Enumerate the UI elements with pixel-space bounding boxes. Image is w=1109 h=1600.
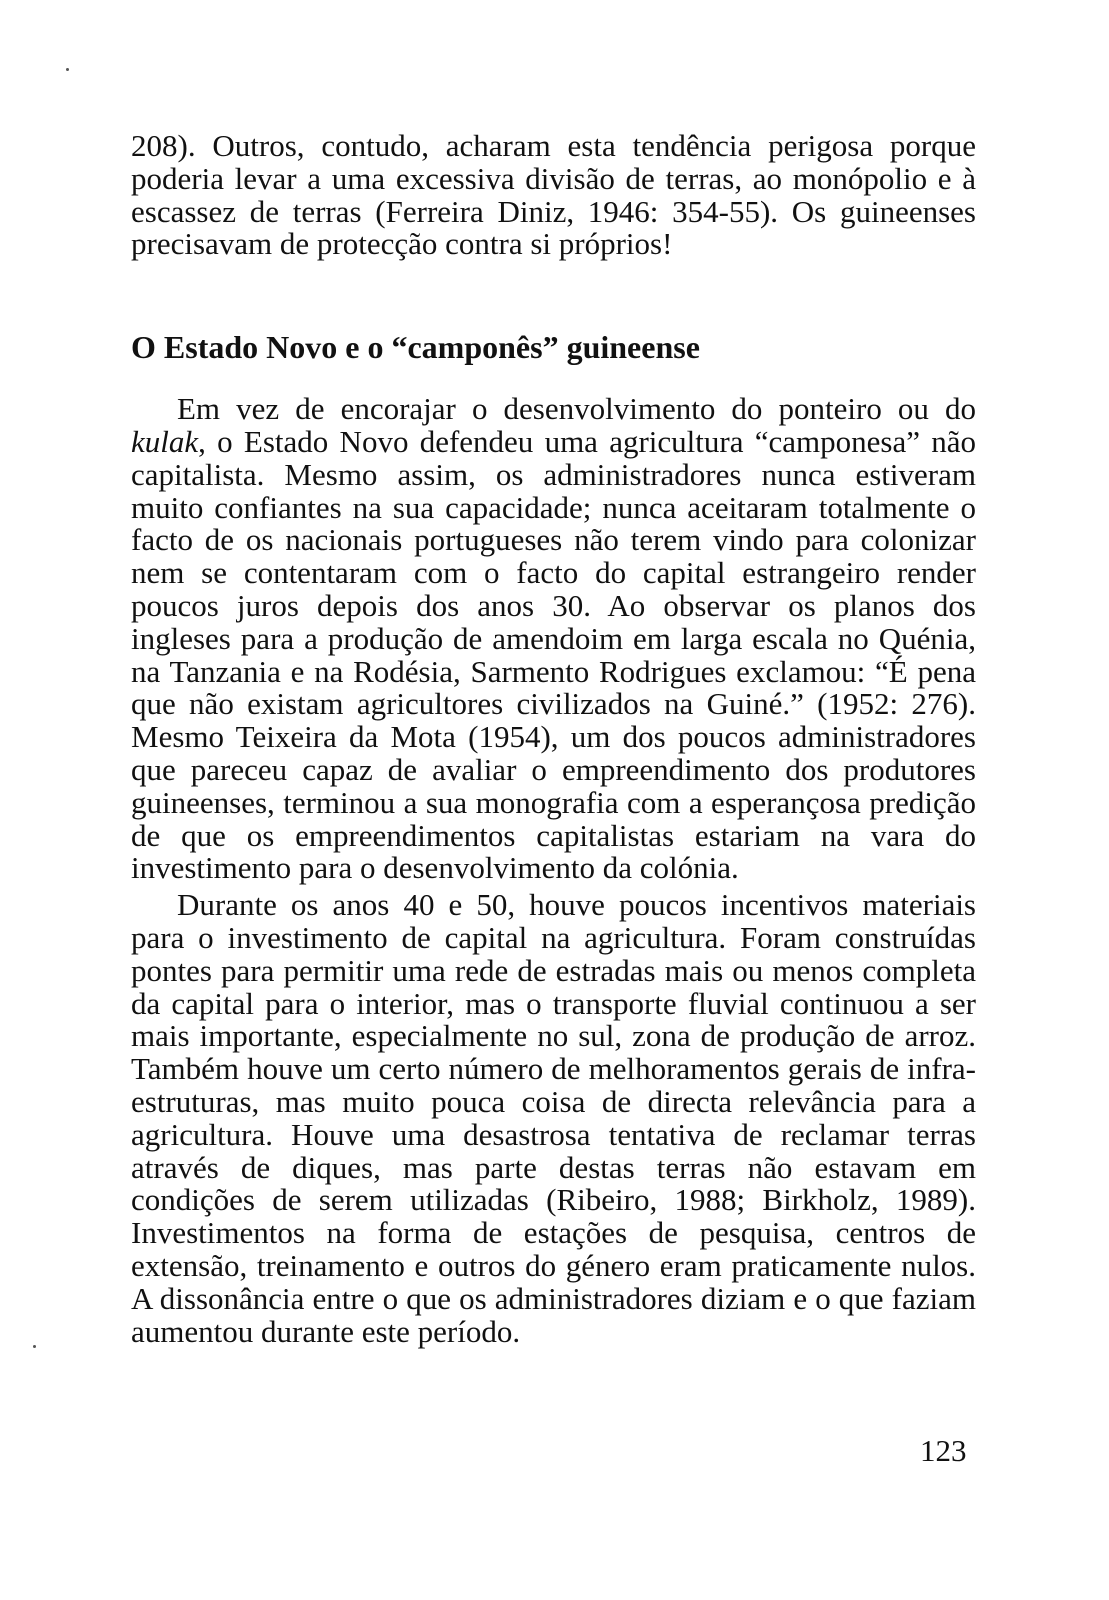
page-body: [131, 130, 976, 1348]
section-paragraph-2: Durante os anos 40 e 50, houve poucos incentivos materiais para o investimento de capital na agricultura. Foram construídas pontes para permitir uma rede de estradas mais ou menos completa da capital para o interior, mas o transporte fluvial continuou a ser mais importante, especialmente no sul, zona de produção de arroz. Também houve um certo número de melhoramentos gerais de infra-estruturas, mas muito pouca coisa de directa relevância para a agricultura. Houve uma desastrosa tentativa de reclamar terras através de diques, mas parte destas terras não estavam em condições de serem utilizadas (Ribeiro, 1988; Birkholz, 1989). Investimentos na forma de estações de pesquisa, centros de extensão, treinamento e outros do género eram praticamente nulos. A dissonância entre o que os administradores diziam e o que faziam aumentou durante este período.: [131, 887, 976, 1349]
page-number: 123: [920, 1433, 967, 1468]
scan-speck-top: [66, 68, 69, 71]
scan-speck-left: [33, 1345, 36, 1348]
paragraph-1-italic-term: kulak: [131, 423, 199, 459]
paragraph-1-rest: , o Estado Novo defendeu uma agricultura “camponesa” não capitalista. Mesmo assim, os administradores nunca estiveram muito confiantes na sua capacidade; nunca aceitaram totalmente o facto de os nacionais portugueses não terem vindo para colonizar nem se contentaram com o facto do capital estrangeiro render poucos juros depois dos anos 30. Ao observar os planos dos ingleses para a produção de amendoim em larga escala no Quénia, na Tanzania e na Rodésia, Sarmento Rodrigues exclamou: “É pena que não existam agricultores civilizados na Guiné.” (1952: 276). Mesmo Teixeira da Mota (1954), um dos poucos administradores que pareceu capaz de avaliar o empreendimento dos produtores guineenses, terminou a sua monografia com a esperançosa predição de que os empreendimentos capitalistas estariam na vara do investimento para o desenvolvimento da colónia.: [131, 423, 976, 886]
section-heading: O Estado Novo e o “camponês” guineense: [131, 329, 700, 366]
opening-paragraph: 208). Outros, contudo, acharam esta tendência perigosa porque poderia levar a uma excessiva divisão de terras, ao monópolio e à escassez de terras (Ferreira Diniz, 1946: 354-55). Os guineenses precisavam de protecção contra si próprios!: [131, 128, 976, 262]
paragraph-1-lead: Em vez de encorajar o desenvolvimento do ponteiro ou do: [177, 391, 976, 427]
section-paragraph-1: [131, 393, 976, 885]
